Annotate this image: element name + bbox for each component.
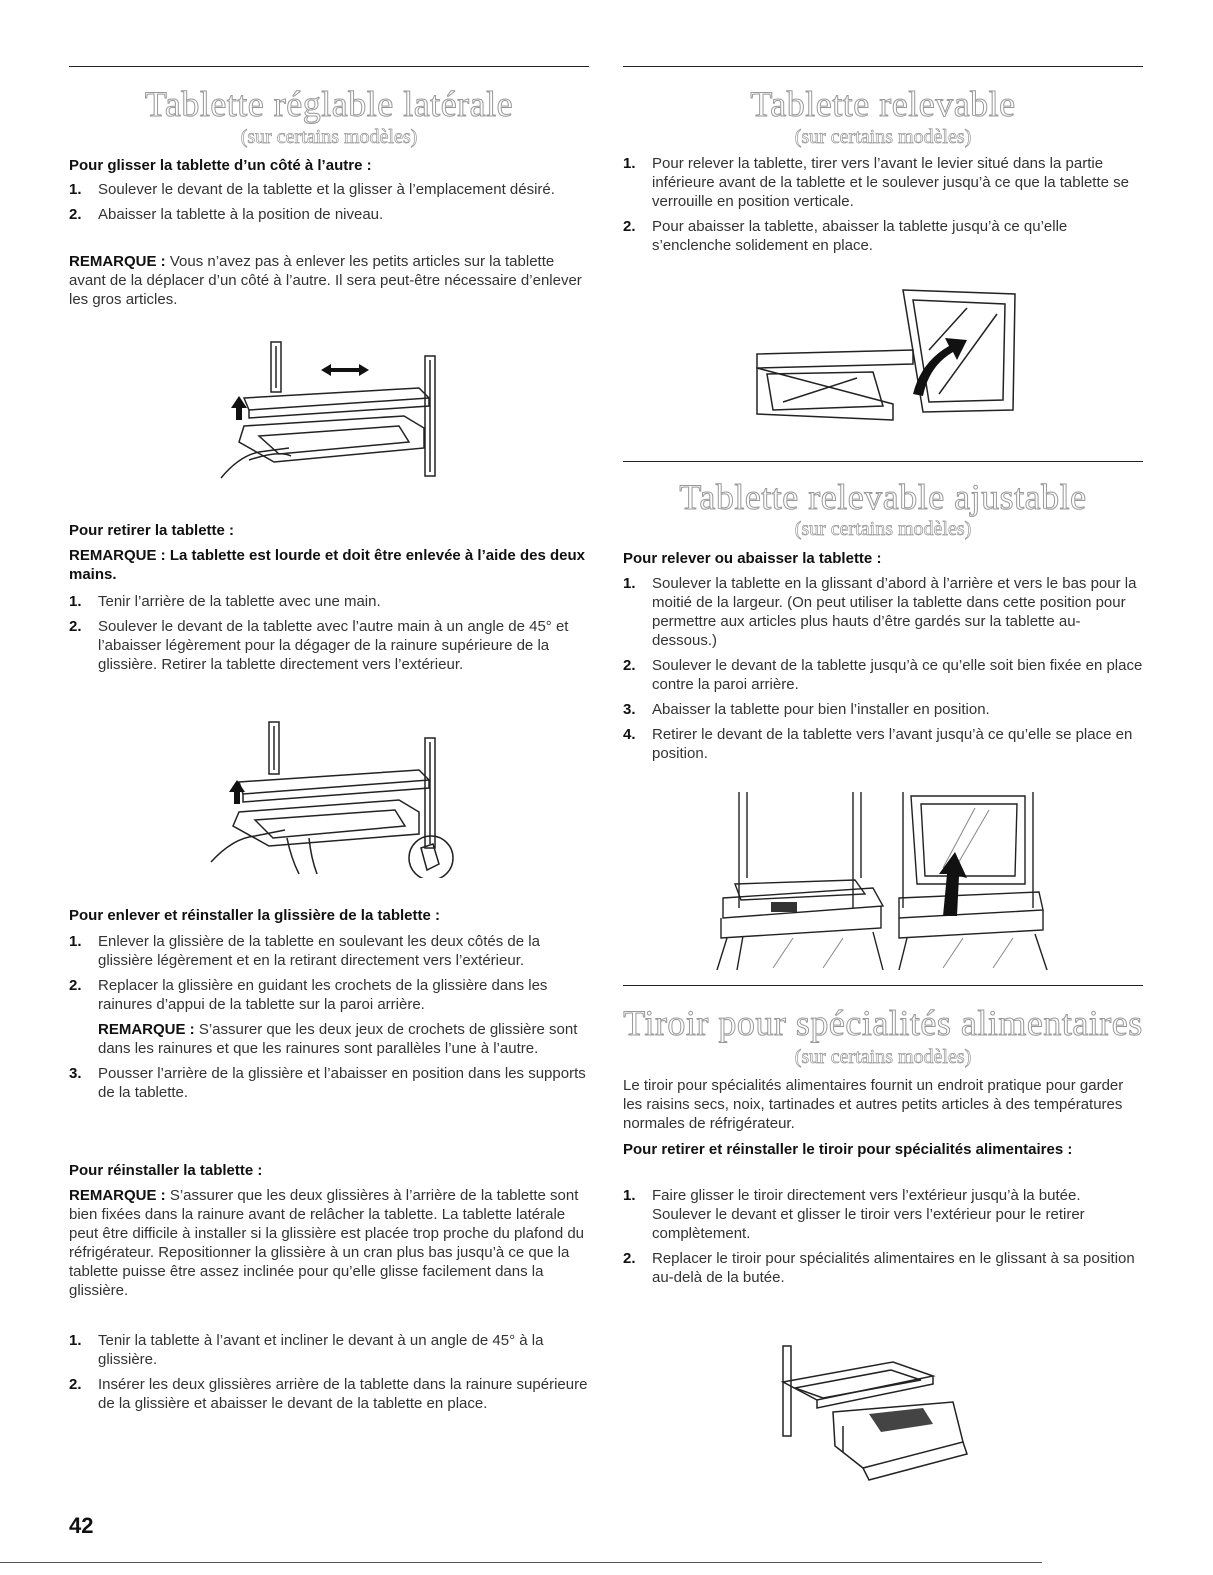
list-item: 2. Replacer la glissière en guidant les crochets de la glissière dans les rainures d’appui de la tablette sur la paroi arrière. REMARQUE : S’assurer que les deux jeux de crochets de glissière sont dans les rainures et que les rainures sont parallèles l’une à l’autre. — [69, 976, 589, 1058]
list-item: 2. Soulever le devant de la tablette jusqu’à ce qu’elle soit bien fixée en place contre la paroi arrière. — [623, 657, 1143, 693]
section-rule — [623, 461, 1143, 462]
list-item: 3. Pousser l’arrière de la glissière et l’abaisser en position dans les supports de la tablette. — [69, 1065, 586, 1101]
list-item: 1. Tenir l’arrière de la tablette avec une main. — [69, 593, 381, 610]
instruction-heading: Pour retirer et réinstaller le tiroir pour spécialités alimentaires : — [623, 1141, 1073, 1158]
list-item: 2. Abaisser la tablette à la position de niveau. — [69, 206, 384, 223]
list-item: 4. Retirer le devant de la tablette vers l’avant jusqu’à ce qu’elle se place en position. — [623, 726, 1133, 762]
section-title: Tablette réglable latérale — [144, 84, 514, 124]
list-item: 1. Faire glisser le tiroir directement vers l’extérieur jusqu’à la butée. Soulever le devant et glisser le tiroir vers l’extérieur pour le retirer complètement. — [623, 1187, 1085, 1242]
instruction-heading: Pour glisser la tablette d’un côté à l’autre : — [69, 157, 372, 174]
specialty-drawer-illustration — [773, 1342, 973, 1482]
section-rule — [623, 985, 1143, 986]
section-subtitle: (sur certains modèles) — [794, 1046, 972, 1068]
note-paragraph: REMARQUE : Vous n’avez pas à enlever les petits articles sur la tablette avant de la déplacer d’un côté à l’autre. Il sera peut-être nécessaire d’enlever les gros articles. — [69, 253, 582, 308]
list-item: 2. Soulever le devant de la tablette avec l’autre main à un angle de 45° et l’abaisser légèrement pour la dégager de la rainure supérieure de la glissière. Retirer la tablette directement vers l’extérieur. — [69, 618, 569, 673]
shelf-remove-illustration — [209, 718, 459, 878]
section-title: Tablette relevable ajustable — [679, 477, 1087, 517]
section-subtitle: (sur certains modèles) — [794, 126, 972, 148]
warning-note: REMARQUE : La tablette est lourde et doit être enlevée à l’aide des deux mains. — [69, 547, 585, 583]
intro-paragraph: Le tiroir pour spécialités alimentaires fournit un endroit pratique pour garder les raisins secs, noix, tartinades et autres petits articles à des températures normales de réfrigérateur. — [623, 1077, 1124, 1132]
list-item: 2. Replacer le tiroir pour spécialités alimentaires en le glissant à sa position au-delà de la butée. — [623, 1250, 1135, 1286]
flip-up-shelf-illustration — [753, 284, 1023, 434]
adjustable-flip-shelf-illustration — [713, 788, 1053, 974]
list-item: 1. Soulever la tablette en la glissant d’abord à l’arrière et vers le bas pour la moitié de la largeur. (On peut utiliser la tablette dans cette position pour permettre aux articles plus hauts d’être gardés sur la tablette au-dessous.) — [623, 575, 1137, 649]
instruction-heading: Pour relever ou abaisser la tablette : — [623, 550, 882, 567]
page-number: 42 — [69, 1513, 94, 1538]
list-item: 2. Pour abaisser la tablette, abaisser la tablette jusqu’à ce qu’elle s’enclenche solidement en place. — [623, 218, 1068, 254]
note-paragraph: REMARQUE : S’assurer que les deux jeux de crochets de glissière sont dans les rainures et que les rainures sont parallèles l’une à l’autre. — [98, 1021, 578, 1057]
list-item: 1. Tenir la tablette à l’avant et incliner le devant à un angle de 45° à la glissière. — [69, 1332, 544, 1368]
note-paragraph: REMARQUE : S’assurer que les deux glissières à l’arrière de la tablette sont bien fixées dans la rainure avant de relâcher la tablette. La tablette latérale peut être difficile à installer si la glissière est placée trop proche du plafond du réfrigérateur. Repositionner la glissière à un cran plus bas jusqu’à ce que la tablette puisse être assez inclinée pour qu’elle glisse facilement dans la glissière. — [69, 1187, 585, 1299]
list-item: 3. Abaisser la tablette pour bien l’installer en position. — [623, 701, 990, 718]
shelf-slide-illustration — [219, 338, 459, 488]
instruction-heading: Pour réinstaller la tablette : — [69, 1162, 263, 1179]
section-subtitle: (sur certains modèles) — [240, 126, 418, 148]
section-title: Tiroir pour spécialités alimentaires — [623, 1003, 1143, 1043]
list-item: 1. Soulever le devant de la tablette et la glisser à l’emplacement désiré. — [69, 181, 555, 198]
list-item: 1. Enlever la glissière de la tablette en soulevant les deux côtés de la glissière légèrement et en la retirant directement vers l’extérieur. — [69, 933, 540, 969]
instruction-heading: Pour enlever et réinstaller la glissière de la tablette : — [69, 907, 440, 924]
section-rule — [623, 66, 1143, 67]
section-subtitle: (sur certains modèles) — [794, 518, 972, 540]
instruction-heading: Pour retirer la tablette : — [69, 522, 235, 539]
section-title: Tablette relevable — [750, 84, 1016, 124]
list-item: 2. Insérer les deux glissières arrière de la tablette dans la rainure supérieure de la glissière et abaisser le devant de la tablette en place. — [69, 1376, 588, 1412]
footer-rule — [0, 1562, 1042, 1563]
list-item: 1. Pour relever la tablette, tirer vers l’avant le levier situé dans la partie inférieure avant de la tablette et le soulever jusqu’à ce que la tablette se verrouille en position verticale. — [623, 155, 1129, 210]
section-rule — [69, 66, 589, 67]
